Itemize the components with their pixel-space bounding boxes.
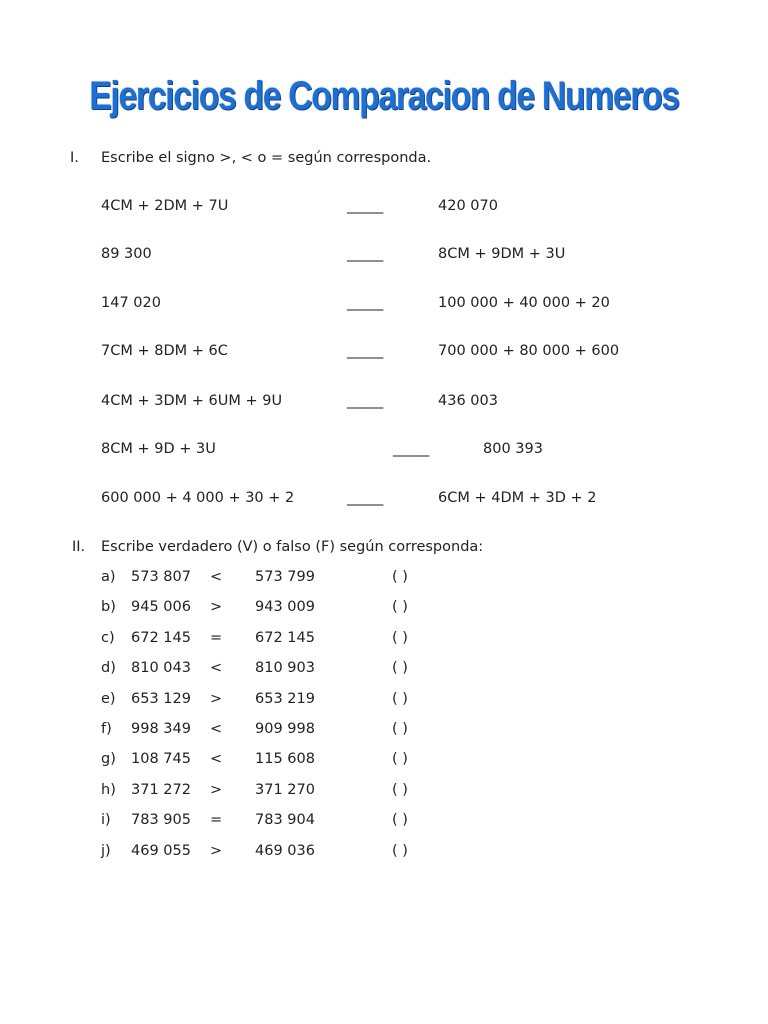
- item-number-b: 573 799: [255, 569, 315, 585]
- item-sign: =: [210, 812, 223, 828]
- item-number-a: 653 129: [131, 691, 191, 707]
- compare-left: 7CM + 8DM + 6C: [101, 343, 228, 359]
- compare-blank[interactable]: _____: [347, 393, 384, 409]
- item-letter: i): [101, 812, 111, 828]
- item-number-b: 653 219: [255, 691, 315, 707]
- compare-left: 600 000 + 4 000 + 30 + 2: [101, 490, 295, 506]
- item-sign: =: [210, 630, 223, 646]
- item-number-b: 115 608: [255, 751, 315, 767]
- section-1-instruction: Escribe el signo >, < o = según corresponda.: [101, 150, 432, 166]
- answer-parentheses[interactable]: ( ): [392, 843, 408, 859]
- item-letter: d): [101, 660, 116, 676]
- item-letter: c): [101, 630, 115, 646]
- compare-right: 700 000 + 80 000 + 600: [438, 343, 620, 359]
- answer-parentheses[interactable]: ( ): [392, 721, 408, 737]
- item-number-a: 371 272: [131, 782, 191, 798]
- answer-parentheses[interactable]: ( ): [392, 569, 408, 585]
- item-number-b: 909 998: [255, 721, 315, 737]
- compare-blank[interactable]: _____: [393, 441, 430, 457]
- section-2-number: II.: [72, 539, 86, 555]
- answer-parentheses[interactable]: ( ): [392, 599, 408, 615]
- item-number-a: 672 145: [131, 630, 191, 646]
- item-number-b: 943 009: [255, 599, 315, 615]
- answer-parentheses[interactable]: ( ): [392, 691, 408, 707]
- item-sign: <: [210, 751, 223, 767]
- compare-blank[interactable]: _____: [347, 343, 384, 359]
- compare-right: 420 070: [438, 198, 498, 214]
- answer-parentheses[interactable]: ( ): [392, 660, 408, 676]
- compare-left: 147 020: [101, 295, 161, 311]
- item-sign: <: [210, 569, 223, 585]
- item-number-a: 573 807: [131, 569, 191, 585]
- item-number-b: 810 903: [255, 660, 315, 676]
- item-number-a: 810 043: [131, 660, 191, 676]
- compare-blank[interactable]: _____: [347, 198, 384, 214]
- compare-right: 436 003: [438, 393, 498, 409]
- item-letter: e): [101, 691, 116, 707]
- item-sign: >: [210, 843, 223, 859]
- item-number-b: 672 145: [255, 630, 315, 646]
- item-letter: g): [101, 751, 116, 767]
- item-sign: >: [210, 782, 223, 798]
- compare-right: 100 000 + 40 000 + 20: [438, 295, 610, 311]
- compare-blank[interactable]: _____: [347, 246, 384, 262]
- compare-blank[interactable]: _____: [347, 295, 384, 311]
- answer-parentheses[interactable]: ( ): [392, 782, 408, 798]
- item-number-a: 469 055: [131, 843, 191, 859]
- item-number-b: 371 270: [255, 782, 315, 798]
- item-sign: <: [210, 660, 223, 676]
- compare-left: 4CM + 3DM + 6UM + 9U: [101, 393, 283, 409]
- compare-left: 8CM + 9D + 3U: [101, 441, 216, 457]
- compare-right: 6CM + 4DM + 3D + 2: [438, 490, 597, 506]
- item-letter: b): [101, 599, 116, 615]
- compare-left: 89 300: [101, 246, 152, 262]
- item-number-a: 945 006: [131, 599, 191, 615]
- page-title: Ejercicios de Comparacion de Numeros: [89, 74, 679, 118]
- answer-parentheses[interactable]: ( ): [392, 630, 408, 646]
- item-sign: >: [210, 599, 223, 615]
- section-2-instruction: Escribe verdadero (V) o falso (F) según corresponda:: [101, 539, 484, 555]
- item-number-a: 108 745: [131, 751, 191, 767]
- compare-right: 800 393: [483, 441, 543, 457]
- item-number-b: 783 904: [255, 812, 315, 828]
- compare-left: 4CM + 2DM + 7U: [101, 198, 229, 214]
- compare-blank[interactable]: _____: [347, 490, 384, 506]
- item-number-b: 469 036: [255, 843, 315, 859]
- item-number-a: 998 349: [131, 721, 191, 737]
- item-sign: <: [210, 721, 223, 737]
- answer-parentheses[interactable]: ( ): [392, 751, 408, 767]
- item-sign: >: [210, 691, 223, 707]
- item-number-a: 783 905: [131, 812, 191, 828]
- section-1-number: I.: [70, 150, 79, 166]
- item-letter: f): [101, 721, 112, 737]
- item-letter: a): [101, 569, 116, 585]
- compare-right: 8CM + 9DM + 3U: [438, 246, 566, 262]
- item-letter: j): [101, 843, 111, 859]
- answer-parentheses[interactable]: ( ): [392, 812, 408, 828]
- item-letter: h): [101, 782, 116, 798]
